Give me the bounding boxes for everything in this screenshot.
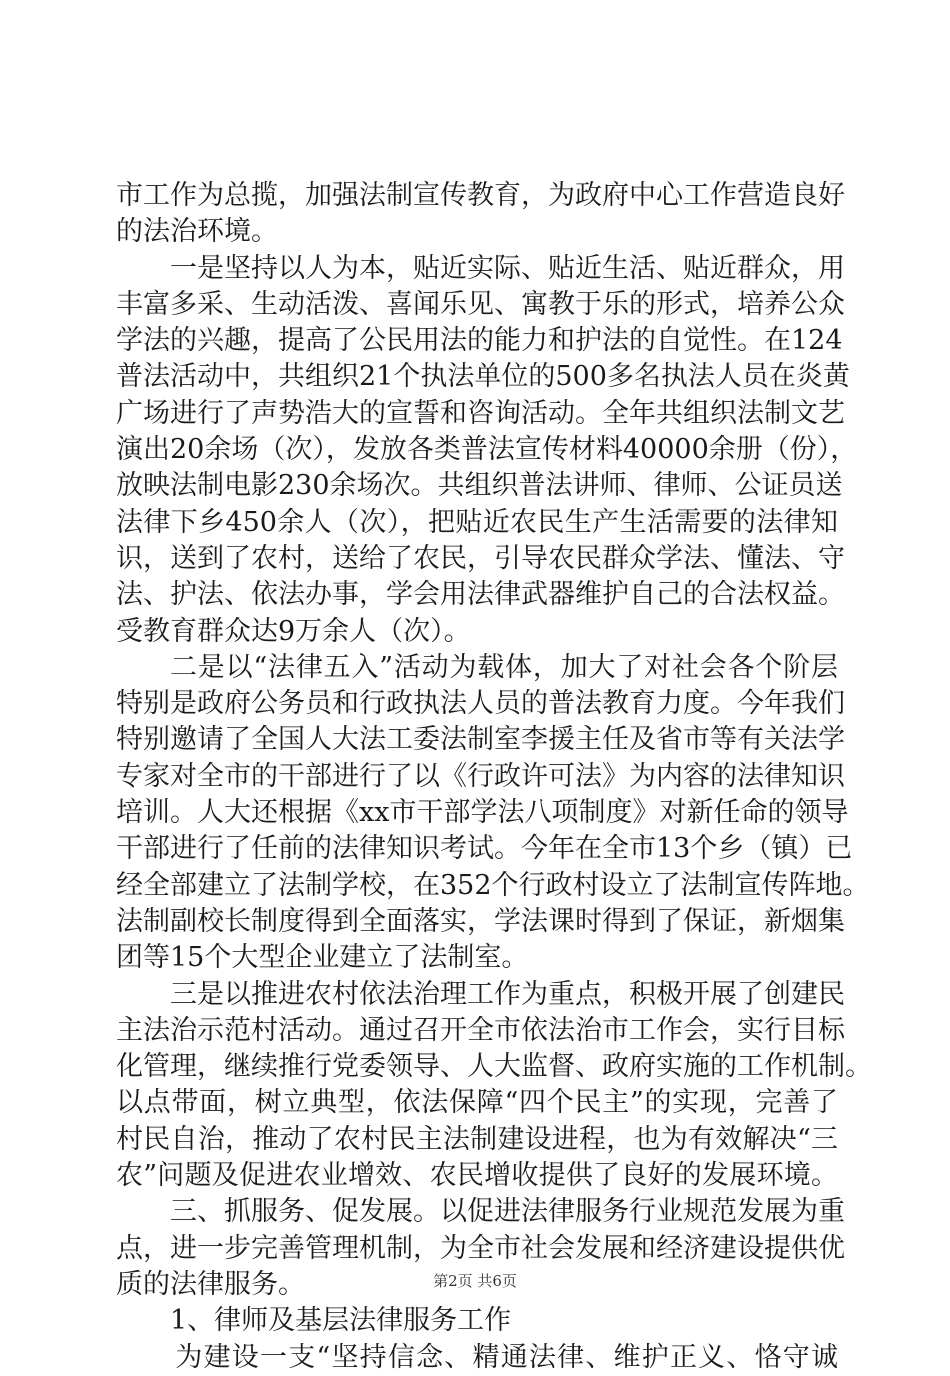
text-line: 普法活动中，共组织21个执法单位的500多名执法人员在炎黄 <box>116 361 850 393</box>
text-line: 专家对全市的干部进行了以《行政许可法》为内容的法律知识 <box>116 760 845 792</box>
text-line: 丰富多采、生动活泼、喜闻乐见、寓教于乐的形式，培养公众 <box>116 288 845 320</box>
text-line: 受教育群众达9万余人（次）。 <box>116 615 471 647</box>
text-line: 农”问题及促进农业增效、农民增收提供了良好的发展环境。 <box>116 1160 838 1192</box>
text-line: 1、律师及基层法律服务工作 <box>170 1305 512 1337</box>
text-line: 经全部建立了法制学校，在352个行政村设立了法制宣传阵地。 <box>116 869 870 901</box>
text-line: 特别邀请了全国人大法工委法制室李援主任及省市等有关法学 <box>116 724 845 756</box>
text-line: 广场进行了声势浩大的宣誓和咨询活动。全年共组织法制文艺 <box>116 397 845 429</box>
text-line: 团等15个大型企业建立了法制室。 <box>116 942 529 974</box>
text-line: 三、抓服务、促发展。以促进法律服务行业规范发展为重 <box>170 1196 845 1228</box>
text-line: 培训。人大还根据《xx市干部学法八项制度》对新任命的领导 <box>116 797 849 829</box>
text-line: 放映法制电影230余场次。共组织普法讲师、律师、公证员送 <box>116 470 843 502</box>
text-line: 主法治示范村活动。通过召开全市依法治市工作会，实行目标 <box>116 1014 845 1046</box>
text-line: 为建设一支“坚持信念、精通法律、维护正义、恪守诚 <box>175 1341 838 1373</box>
page-footer: 第2页 共6页 <box>433 1272 517 1290</box>
text-line: 一是坚持以人为本，贴近实际、贴近生活、贴近群众，用 <box>170 252 845 284</box>
text-line: 法、护法、依法办事，学会用法律武器维护自己的合法权益。 <box>116 579 845 611</box>
text-line: 市工作为总揽，加强法制宣传教育，为政府中心工作营造良好 <box>116 180 845 211</box>
text-line: 化管理，继续推行党委领导、人大监督、政府实施的工作机制。 <box>116 1051 872 1083</box>
text-line: 识，送到了农村，送给了农民，引导农民群众学法、懂法、守 <box>116 542 845 574</box>
text-line: 干部进行了任前的法律知识考试。今年在全市13个乡（镇）已 <box>116 833 853 865</box>
text-line: 特别是政府公务员和行政执法人员的普法教育力度。今年我们 <box>116 688 845 720</box>
text-line: 法律下乡450余人（次），把贴近农民生产生活需要的法律知 <box>116 506 838 538</box>
text-line: 二是以“法律五入”活动为载体，加大了对社会各个阶层 <box>170 651 838 683</box>
text-line: 村民自治，推动了农村民主法制建设进程，也为有效解决“三 <box>116 1123 838 1155</box>
text-line: 点，进一步完善管理机制，为全市社会发展和经济建设提供优 <box>116 1232 845 1264</box>
text-line: 以点带面，树立典型，依法保障“四个民主”的实现，完善了 <box>116 1087 838 1119</box>
text-line: 的法治环境。 <box>116 216 278 248</box>
document-body <box>116 178 872 1376</box>
text-line: 学法的兴趣，提高了公民用法的能力和护法的自觉性。在124 <box>116 325 843 357</box>
text-line: 法制副校长制度得到全面落实，学法课时得到了保证，新烟集 <box>116 905 845 937</box>
text-line: 演出20余场（次），发放各类普法宣传材料40000余册（份）， <box>116 434 858 466</box>
text-line: 质的法律服务。 <box>116 1268 305 1300</box>
text-line: 三是以推进农村依法治理工作为重点，积极开展了创建民 <box>170 978 845 1010</box>
